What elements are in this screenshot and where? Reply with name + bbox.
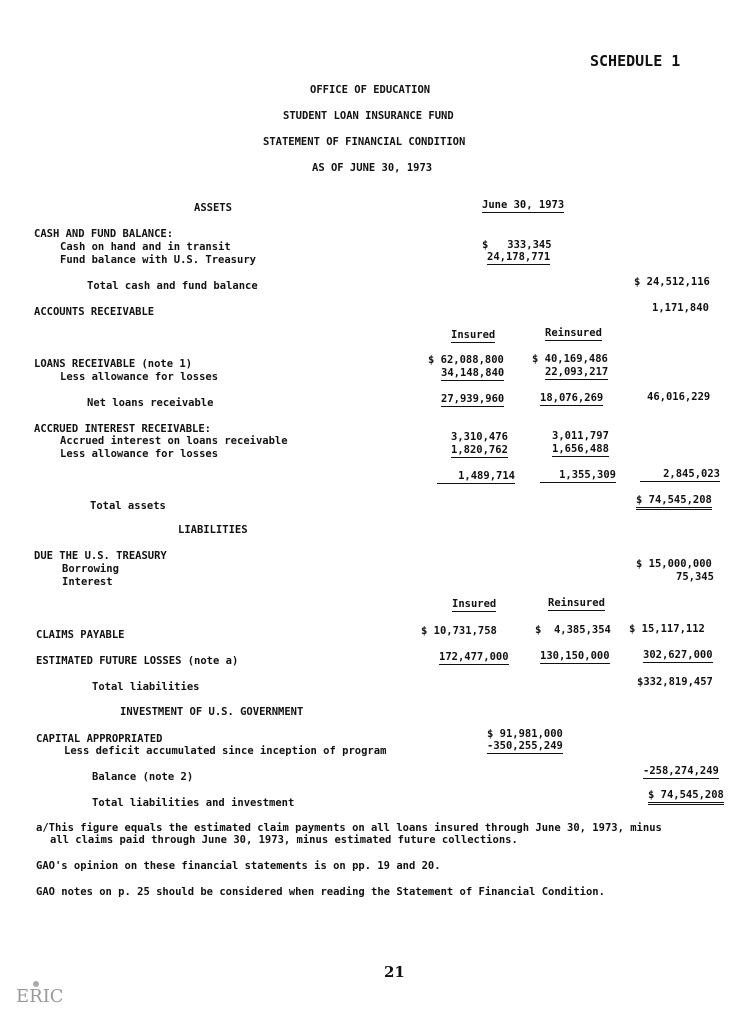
loans-receivable-reinsured: $ 40,169,486	[532, 353, 608, 365]
header-fund: STUDENT LOAN INSURANCE FUND	[283, 110, 454, 122]
fund-balance-value: 24,178,771	[487, 251, 551, 263]
interest-allowance-label: Less allowance for losses	[60, 448, 219, 460]
net-loans-insured: 27,939,960	[441, 393, 505, 405]
total-cash-label: Total cash and fund balance	[87, 280, 258, 292]
loans-receivable-insured: $ 62,088,800	[428, 354, 504, 366]
total-liab-invest-value: $ 74,545,208	[648, 789, 724, 805]
assets-col-reinsured: Reinsured	[545, 327, 602, 339]
accrued-heading: ACCRUED INTEREST RECEIVABLE:	[34, 423, 212, 435]
liabilities-heading: LIABILITIES	[178, 524, 248, 536]
cash-heading: CASH AND FUND BALANCE:	[34, 228, 174, 240]
accrued-net-insured: 1,489,714	[437, 470, 515, 484]
capital-label: CAPITAL APPROPRIATED	[36, 733, 163, 745]
header-office: OFFICE OF EDUCATION	[310, 84, 431, 96]
claims-payable-label: CLAIMS PAYABLE	[36, 629, 125, 641]
fund-balance-label: Fund balance with U.S. Treasury	[60, 254, 256, 266]
interest-allowance-insured: 1,820,762	[451, 444, 508, 456]
note-a-line1: a/This figure equals the estimated claim payments on all loans insured through June 30, 1973, minus	[36, 822, 662, 834]
liabilities-col-insured: Insured	[452, 598, 497, 610]
accrued-interest-insured: 3,310,476	[451, 431, 508, 443]
claims-payable-reinsured: $ 4,385,354	[535, 624, 611, 636]
accrued-interest-label: Accrued interest on loans receivable	[60, 435, 288, 447]
claims-payable-total: $ 15,117,112	[629, 623, 705, 635]
interest-allowance-reinsured: 1,656,488	[552, 443, 609, 455]
balance-label: Balance (note 2)	[92, 771, 194, 783]
accrued-net-total: 2,845,023	[640, 468, 720, 482]
eric-logo	[14, 980, 64, 1008]
header-statement: STATEMENT OF FINANCIAL CONDITION	[263, 136, 466, 148]
future-losses-insured: 172,477,000	[439, 651, 509, 663]
accrued-interest-reinsured: 3,011,797	[552, 430, 609, 442]
gao-notes-reference: GAO notes on p. 25 should be considered when reading the Statement of Financial Condition.	[36, 886, 605, 898]
loan-allowance-insured: 34,148,840	[441, 367, 505, 379]
future-losses-total: 302,627,000	[643, 649, 713, 661]
accounts-receivable-value: 1,171,840	[652, 302, 709, 314]
borrowing-value: $ 15,000,000	[636, 558, 712, 570]
total-assets-value: $ 74,545,208	[636, 494, 712, 510]
net-loans-label: Net loans receivable	[87, 397, 214, 409]
schedule-label: SCHEDULE 1	[590, 52, 681, 70]
header-date: AS OF JUNE 30, 1973	[312, 162, 433, 174]
future-losses-reinsured: 130,150,000	[540, 650, 610, 662]
loan-allowance-reinsured: 22,093,217	[545, 366, 609, 378]
deficit-label: Less deficit accumulated since inception of program	[64, 745, 387, 757]
interest-value: 75,345	[676, 571, 714, 583]
total-liabilities-label: Total liabilities	[92, 681, 200, 693]
date-column-header: June 30, 1973	[482, 199, 565, 211]
future-losses-label: ESTIMATED FUTURE LOSSES (note a)	[36, 655, 239, 667]
assets-col-insured: Insured	[451, 329, 496, 341]
total-liab-invest-label: Total liabilities and investment	[92, 797, 295, 809]
total-assets-label: Total assets	[90, 500, 166, 512]
net-loans-total: 46,016,229	[647, 391, 711, 403]
liabilities-col-reinsured: Reinsured	[548, 597, 605, 609]
cash-on-hand-value: $ 333,345	[482, 239, 552, 251]
interest-label: Interest	[62, 576, 113, 588]
cash-on-hand-label: Cash on hand and in transit	[60, 241, 231, 253]
total-liabilities-value: $332,819,457	[637, 676, 713, 688]
investment-heading: INVESTMENT OF U.S. GOVERNMENT	[120, 706, 304, 718]
due-treasury-heading: DUE THE U.S. TREASURY	[34, 550, 167, 562]
accounts-receivable-label: ACCOUNTS RECEIVABLE	[34, 306, 155, 318]
page-number: 21	[384, 963, 405, 981]
deficit-value: -350,255,249	[487, 740, 563, 752]
note-a-line2: all claims paid through June 30, 1973, minus estimated future collections.	[50, 834, 518, 846]
total-cash-value: $ 24,512,116	[634, 276, 710, 288]
claims-payable-insured: $ 10,731,758	[421, 625, 497, 637]
balance-value: -258,274,249	[643, 765, 719, 777]
net-loans-reinsured: 18,076,269	[540, 392, 604, 404]
loan-allowance-label: Less allowance for losses	[60, 371, 219, 383]
capital-value: $ 91,981,000	[487, 728, 563, 740]
gao-opinion-note: GAO's opinion on these financial statements is on pp. 19 and 20.	[36, 860, 441, 872]
accrued-net-reinsured: 1,355,309	[540, 469, 616, 483]
svg-text:ERIC: ERIC	[16, 986, 64, 1007]
loans-receivable-label: LOANS RECEIVABLE (note 1)	[34, 358, 193, 370]
assets-heading: ASSETS	[194, 202, 232, 214]
borrowing-label: Borrowing	[62, 563, 119, 575]
